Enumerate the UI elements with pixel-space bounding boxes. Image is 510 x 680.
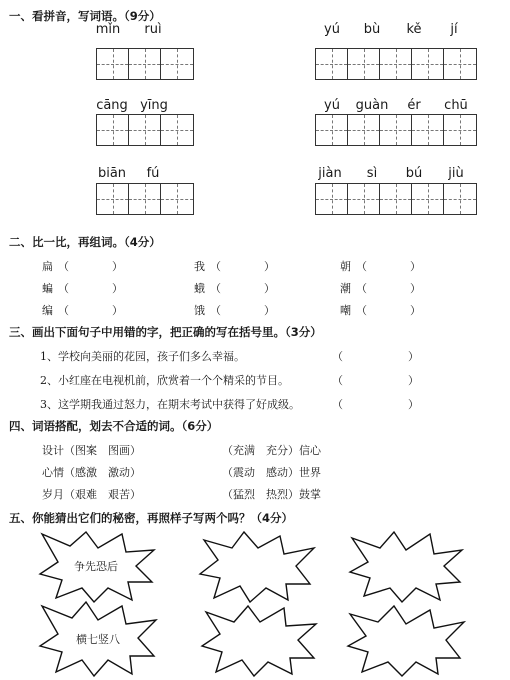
pinyin-syllable: yīng <box>140 98 168 113</box>
bracket-close: ） <box>264 282 275 295</box>
grid-cell[interactable] <box>380 49 412 79</box>
word-choice-right[interactable]: （充满 充分）信心 <box>222 444 321 457</box>
bracket-open: （ <box>210 282 221 295</box>
grid-cell[interactable] <box>444 115 476 145</box>
pinyin-syllable: ruì <box>144 22 162 37</box>
bracket-close: ） <box>264 304 275 317</box>
bracket-open: （ <box>210 304 221 317</box>
bracket-open: （ <box>332 398 343 411</box>
word-choice-right[interactable]: （猛烈 热烈）鼓掌 <box>222 488 321 501</box>
bracket-close: ） <box>410 260 421 273</box>
grid-cell[interactable] <box>97 115 129 145</box>
pinyin-syllable: bú <box>405 166 423 181</box>
pinyin-syllable: chū <box>444 98 468 113</box>
character-grid[interactable] <box>96 183 194 215</box>
pinyin-syllable: cāng <box>96 98 128 113</box>
compare-character: 编 <box>42 304 53 317</box>
bracket-close: ） <box>410 304 421 317</box>
character-grid[interactable] <box>96 114 194 146</box>
grid-cell[interactable] <box>412 184 444 214</box>
grid-cell[interactable] <box>97 49 129 79</box>
word-choice-left[interactable]: 设计（图案 图画） <box>42 444 141 457</box>
starburst-blank-shape[interactable] <box>196 530 318 604</box>
starburst-blank-shape[interactable] <box>346 530 466 604</box>
bracket-close: ） <box>410 282 421 295</box>
compare-character: 扁 <box>42 260 53 273</box>
pinyin-syllable: jiàn <box>318 166 342 181</box>
pinyin-syllable: bù <box>363 22 381 37</box>
bracket-close: ） <box>112 304 123 317</box>
grid-cell[interactable] <box>412 115 444 145</box>
pinyin-syllable: yú <box>324 98 340 113</box>
word-choice-right[interactable]: （震动 感动）世界 <box>222 466 321 479</box>
compare-character: 蝙 <box>42 282 53 295</box>
bracket-open: （ <box>58 282 69 295</box>
grid-cell[interactable] <box>348 115 380 145</box>
grid-cell[interactable] <box>129 184 161 214</box>
grid-cell[interactable] <box>380 115 412 145</box>
compare-character: 朝 <box>340 260 351 273</box>
word-choice-left[interactable]: 岁月（艰难 艰苦） <box>42 488 141 501</box>
bracket-open: （ <box>356 260 367 273</box>
grid-cell[interactable] <box>444 184 476 214</box>
bracket-open: （ <box>58 304 69 317</box>
grid-cell[interactable] <box>129 115 161 145</box>
pinyin-syllable: jí <box>450 22 458 37</box>
word-choice-left[interactable]: 心情（感激 激动） <box>42 466 141 479</box>
grid-cell[interactable] <box>412 49 444 79</box>
grid-cell[interactable] <box>161 115 193 145</box>
pinyin-syllable: fú <box>146 166 160 181</box>
pinyin-syllable: ér <box>407 98 421 113</box>
compare-character: 嘲 <box>340 304 351 317</box>
bracket-open: （ <box>58 260 69 273</box>
grid-cell[interactable] <box>444 49 476 79</box>
character-grid[interactable] <box>315 183 477 215</box>
starburst-blank-shape[interactable] <box>344 604 468 678</box>
pinyin-syllable: guàn <box>355 98 389 113</box>
grid-cell[interactable] <box>129 49 161 79</box>
grid-cell[interactable] <box>316 115 348 145</box>
character-grid[interactable] <box>96 48 194 80</box>
starburst-example-text: 争先恐后 <box>74 560 118 573</box>
section-5-heading: 五、你能猜出它们的秘密，再照样子写两个吗？（4分） <box>9 511 293 525</box>
pinyin-syllable: mǐn <box>95 22 121 37</box>
pinyin-syllable: sì <box>366 166 378 181</box>
section-2-heading: 二、比一比，再组词。（4分） <box>9 235 161 249</box>
starburst-example-text: 横七竖八 <box>76 633 120 646</box>
sentence-item: 1、学校向美丽的花园，孩子们多么幸福。 <box>40 350 245 363</box>
grid-cell[interactable] <box>316 184 348 214</box>
grid-cell[interactable] <box>97 184 129 214</box>
compare-character: 饿 <box>194 304 205 317</box>
section-4-heading: 四、词语搭配，划去不合适的词。（6分） <box>9 419 219 433</box>
grid-cell[interactable] <box>348 49 380 79</box>
bracket-open: （ <box>210 260 221 273</box>
pinyin-syllable: yú <box>324 22 340 37</box>
section-3-heading: 三、画出下面句子中用错的字，把正确的写在括号里。（3分） <box>9 325 322 339</box>
bracket-open: （ <box>356 282 367 295</box>
pinyin-syllable: biān <box>97 166 127 181</box>
grid-cell[interactable] <box>348 184 380 214</box>
compare-character: 我 <box>194 260 205 273</box>
bracket-open: （ <box>356 304 367 317</box>
grid-cell[interactable] <box>380 184 412 214</box>
grid-cell[interactable] <box>161 184 193 214</box>
character-grid[interactable] <box>315 48 477 80</box>
section-1-heading: 一、看拼音，写词语。（9分） <box>9 9 161 23</box>
sentence-item: 2、小红座在电视机前，欣赏着一个个精采的节目。 <box>40 374 289 387</box>
compare-character: 蛾 <box>194 282 205 295</box>
bracket-close: ） <box>264 260 275 273</box>
pinyin-syllable: jiù <box>448 166 464 181</box>
pinyin-syllable: kě <box>406 22 422 37</box>
bracket-close: ） <box>112 260 123 273</box>
grid-cell[interactable] <box>316 49 348 79</box>
bracket-close: ） <box>112 282 123 295</box>
grid-cell[interactable] <box>161 49 193 79</box>
character-grid[interactable] <box>315 114 477 146</box>
bracket-open: （ <box>332 350 343 363</box>
bracket-open: （ <box>332 374 343 387</box>
bracket-close: ） <box>408 374 419 387</box>
compare-character: 潮 <box>340 282 351 295</box>
bracket-close: ） <box>408 398 419 411</box>
starburst-blank-shape[interactable] <box>198 604 320 678</box>
sentence-item: 3、这学期我通过怒力，在期末考试中获得了好成级。 <box>40 398 300 411</box>
bracket-close: ） <box>408 350 419 363</box>
